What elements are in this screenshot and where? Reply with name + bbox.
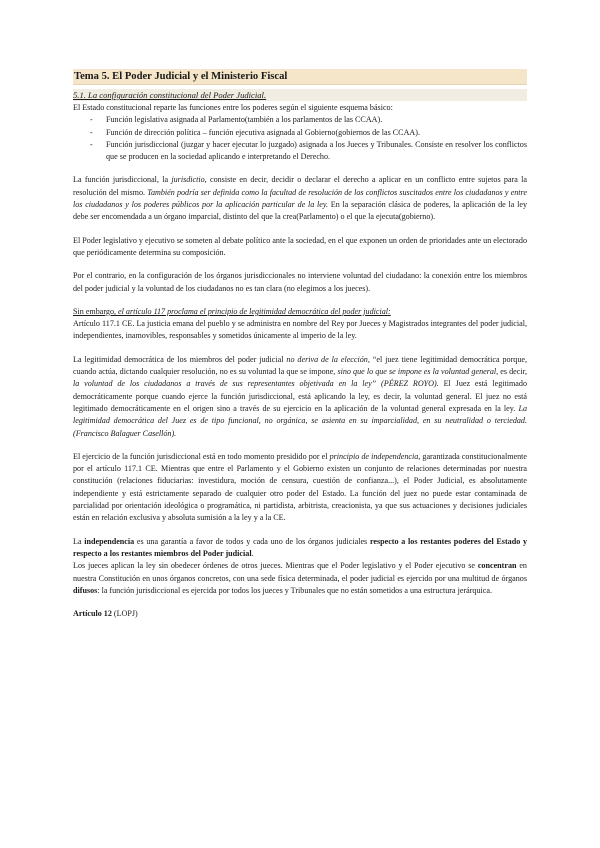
list-item: - Función legislativa asignada al Parlamento(también a los parlamentos de las CCAA).: [90, 114, 527, 126]
text-run: concentran: [477, 561, 517, 571]
paragraph-contrario: Por el contrario, en la configuración de los órganos jurisdiccionales no interviene voluntad del ciudadano: la conexión entre los miembros del poder judicial y la voluntad de los ciudadanos no es tan clara (no elegimos a los jueces).: [73, 271, 527, 293]
text-run: El Juez está legitimado democráticamente porque cuando ejerce la función jurisdiccional, está aplicando la ley, es decir, la voluntad general. El juez no está legitimado democráticamente en el origen sino a través de su ejercicio en la aplicación de la voluntad general expresada en la ley.: [73, 379, 527, 413]
paragraph-garantia: [73, 536, 527, 561]
text-run: el artículo 117 proclama el principio de legitimidad democrática del poder judicial:: [118, 306, 391, 316]
text-run: , garantizada constitucionalmente por el artículo 117.1 CE. Mientras que entre el Parlamento y el Gobierno existen un conjunto de relaciones determinadas por nuestra constitución (relaciones fiduciarias: investidura, moción de censura, cuestión de confianza...), el Poder Judicial, es absolutamente independiente y está estrictamente separado de cualquier otro poder del Estado. La función del juez no puede estar contaminada de parcialidad por orientación ideológica o programática, ni partidista, arbitrista, creacionista, ya que sus actuaciones y decisiones judiciales están en relación exclusiva y absoluta sumisión a la ley y a la CE.: [73, 451, 527, 523]
document-page: [73, 69, 527, 620]
text-run: En la separación clásica de poderes, la aplicación de la ley debe ser encomendada a un órgano imparcial, distinto del que la crea(Parlamento) o el que la ejecuta(gobierno).: [73, 200, 527, 222]
text-run: El ejercicio de la función jurisdiccional está en todo momento presidido por el: [73, 451, 330, 461]
intro-paragraph: El Estado constitucional reparte las funciones entre los poderes según el siguiente esquema básico:: [73, 103, 393, 112]
text-run: La legitimidad democrática de los miembros del poder judicial: [73, 354, 287, 364]
functions-list: [73, 114, 527, 163]
paragraph-art117-text: Artículo 117.1 CE. La justicia emana del pueblo y se administra en nombre del Rey por Jueces y Magistrados integrantes del poder judicial, independientes, inamovibles, responsables y sometidos únicamente al imperio de la ley.: [73, 319, 527, 341]
text-run: Los jueces aplican la ley sin obedecer órdenes de otros jueces. Mientras que el Poder legislativo y el Poder ejecutivo se: [73, 561, 478, 571]
paragraph-legitimidad: [73, 354, 527, 440]
text-run: independencia: [84, 536, 135, 546]
paragraph-jurisdictio: [73, 174, 527, 223]
text-run: la voluntad de los ciudadanos a través de sus representantes objetivada en la ley” (PÉREZ ROYO).: [73, 379, 439, 389]
text-run: (LOPJ): [111, 609, 138, 619]
text-run: La: [73, 536, 85, 546]
text-run: , consiste en decir, decidir o declarar el derecho a aplicar en un conflicto entre sujetos para la resolución del mismo.: [73, 175, 527, 197]
text-run: no deriva de la elección: [286, 354, 368, 364]
page-title: Tema 5. El Poder Judicial y el Ministerio Fiscal: [73, 69, 527, 85]
text-run: , es decir,: [496, 367, 528, 377]
text-run: sino que lo que se impone es la voluntad general: [337, 367, 497, 377]
text-run: La legitimidad democrática del Juez es de tipo funcional, no orgánica, se asienta en su imparcialidad, en su neutralidad o terciedad. (Francisco Balaguer Casellón).: [73, 403, 527, 438]
paragraph-articulo-12: [73, 608, 527, 620]
paragraph-art117: [73, 306, 527, 318]
text-run: Sin embargo,: [73, 306, 119, 316]
text-run: : la función jurisdiccional es ejercida por todos los jueces y Tribunales que no están sometidos a una estructura jerárquica.: [97, 585, 492, 595]
text-run: es una garantía a favor de todos y cada uno de los órganos judiciales: [134, 536, 370, 546]
text-run: .: [251, 548, 254, 558]
text-run: jurisdictio: [171, 175, 205, 185]
text-run: La función jurisdiccional, la: [73, 175, 172, 185]
text-run: en nuestra Constitución en unos órganos concretos, con una sede física determinada, el poder judicial es ejercido por una multitud de órganos: [73, 561, 527, 583]
list-item: - Función de dirección política – función ejecutiva asignada al Gobierno(gobiernos de las CCAA).: [90, 127, 527, 139]
text-run: principio de independencia: [329, 451, 419, 461]
list-item: - Función jurisdiccional (juzgar y hacer ejecutar lo juzgado) asignada a los Jueces y Tribunales. Consiste en resolver los conflictos que se producen en la sociedad aplicando e interpretando el Derecho.: [90, 139, 527, 164]
text-run: También podría ser definida como la facultad de resolución de los conflictos suscitados entre los ciudadanos y entre los ciudadanos y los poderes públicos por la aplicación particular de la ley.: [73, 187, 527, 210]
text-run: difusos: [73, 585, 98, 595]
text-run: Artículo 12: [73, 609, 112, 619]
section-heading: 5.1. La configuración constitucional del Poder Judicial.: [73, 89, 527, 101]
paragraph-poderes: El Poder legislativo y ejecutivo se someten al debate político ante la sociedad, en el que exponen un orden de prioridades ante un electorado que periódicamente determina su composición.: [73, 235, 527, 257]
text-run: , “el juez tiene legitimidad democrática porque, cuando actúa, dictando cualquier resolución, no es su voluntad la que se impone,: [73, 354, 527, 377]
paragraph-independencia: [73, 451, 527, 525]
text-run: respecto a los restantes poderes del Estado y respecto a los restantes miembros del Poder judicial: [73, 536, 528, 558]
paragraph-jueces: [73, 560, 527, 597]
